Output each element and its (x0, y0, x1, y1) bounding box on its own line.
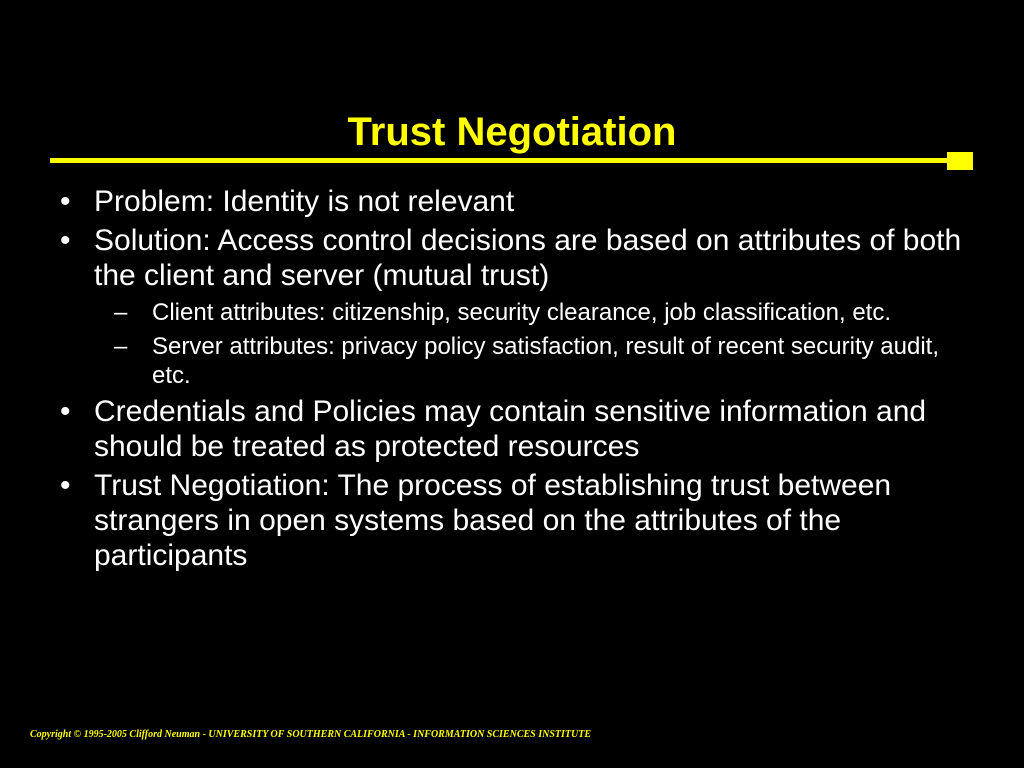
bullet-marker: • (60, 395, 71, 428)
copyright-footer: Copyright © 1995-2005 Clifford Neuman - UNIVERSITY OF SOUTHERN CALIFORNIA - INFORMATION SCIENCES INSTITUTE (30, 729, 592, 740)
sub-bullet-item (0, 332, 982, 390)
sub-bullet-marker: – (114, 333, 128, 360)
bullet-text: Credentials and Policies may contain sensitive information and should be treated as protected resources (94, 395, 927, 463)
sub-bullet-marker: – (114, 299, 128, 326)
title-underline (50, 158, 950, 163)
slide-title: Trust Negotiation (347, 110, 677, 154)
bullet-item (0, 394, 974, 464)
bullet-marker: • (60, 469, 71, 502)
bullet-marker: • (60, 224, 71, 257)
bullet-text: Problem: Identity is not relevant (94, 185, 515, 218)
sub-bullet-text: Client attributes: citizenship, security clearance, job classification, etc. (152, 299, 891, 326)
bullet-item (0, 184, 974, 219)
bullet-text: Solution: Access control decisions are based on attributes of both the client and server (mutual trust) (94, 224, 962, 292)
sub-bullet-text: Server attributes: privacy policy satisfaction, result of recent security audit, etc. (152, 333, 939, 389)
bullet-item (0, 223, 974, 293)
bullet-item (0, 468, 974, 573)
title-underline-end-block (947, 152, 973, 170)
sub-bullet-item (0, 298, 982, 327)
bullet-marker: • (60, 185, 71, 218)
bullet-text: Trust Negotiation: The process of establishing trust between strangers in open systems based on the attributes of the participants (94, 469, 892, 572)
slide-content (0, 180, 1024, 573)
